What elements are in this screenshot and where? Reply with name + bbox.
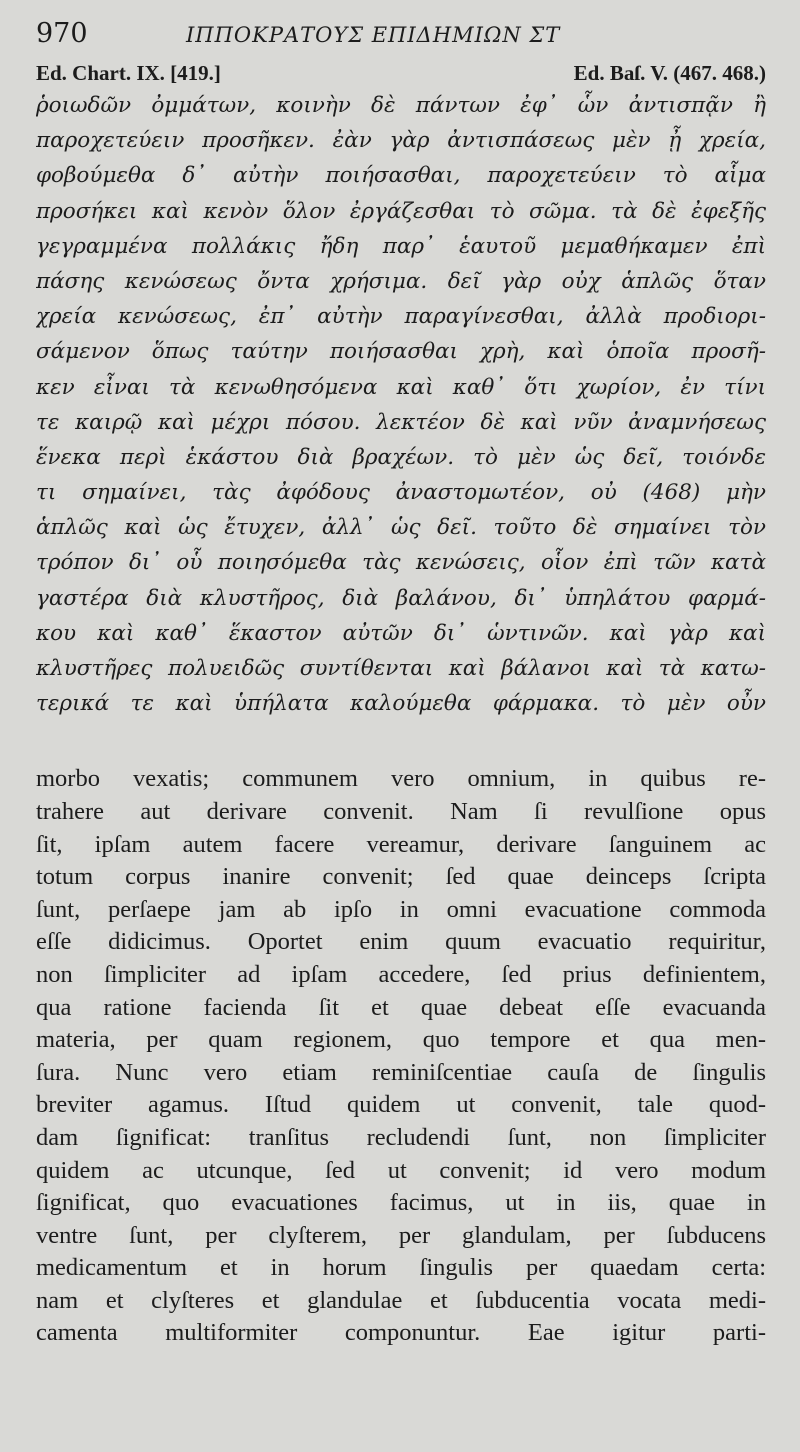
greek-line: χρεία κενώσεως, ἐπ᾽ αὐτὴν παραγίνεσθαι, ἀλλὰ προδιορι- [36, 304, 766, 330]
greek-line: γεγραμμένα πολλάκις ἤδη παρ᾽ ἑαυτοῦ μεμαθήκαμεν ἐπὶ [36, 233, 766, 259]
greek-line: κου καὶ καθ᾽ ἕκαστον αὐτῶν δι᾽ ὡντινῶν. καὶ γὰρ καὶ [36, 620, 766, 646]
latin-line: nam et clyſteres et glandulae et ſubducentia vocata medi- [36, 1286, 766, 1314]
latin-text-block [36, 763, 766, 1350]
latin-line: qua ratione facienda ſit et quae debeat eſſe evacuanda [36, 993, 766, 1021]
latin-line: trahere aut derivare convenit. Nam ſi revulſione opus [36, 797, 766, 825]
greek-line: σάμενον ὅπως ταύτην ποιήσασθαι χρὴ, καὶ ὁποῖα προσῆ- [36, 339, 766, 365]
greek-line: ῥοιωδῶν ὀμμάτων, κοινὴν δὲ πάντων ἐφ᾽ ὧν ἀντισπᾷν ἢ [36, 93, 766, 118]
edition-left: Ed. Chart. IX. [419.] [36, 61, 221, 85]
running-title: ΙΠΠΟΚΡΑΤΟΥΣ ΕΠΙΔΗΜΙΩΝ ΣΤ [186, 23, 561, 47]
running-head [36, 18, 766, 58]
latin-line: camenta multiformiter componuntur. Eae igitur parti- [36, 1319, 766, 1347]
latin-line: morbo vexatis; communem vero omnium, in quibus re- [36, 765, 766, 793]
latin-line: quidem ac utcunque, ſed ut convenit; id vero modum [36, 1156, 766, 1184]
greek-line: ἁπλῶς καὶ ὡς ἔτυχεν, ἀλλ᾽ ὡς δεῖ. τοῦτο δὲ σημαίνει τὸν [36, 515, 766, 541]
greek-line: τι σημαίνει, τὰς ἀφόδους ἀναστομωτέον, οὐ (468) μὴν [36, 480, 766, 506]
greek-line: κλυστῆρες πολυειδῶς συντίθενται καὶ βάλανοι καὶ τὰ κατω- [36, 656, 766, 681]
edition-line [36, 58, 766, 88]
latin-line: ventre ſunt, per clyſterem, per glandulam, per ſubducens [36, 1221, 766, 1249]
latin-line: ſit, ipſam autem facere vereamur, derivare ſanguinem ac [36, 830, 766, 858]
greek-line: παροχετεύειν προσῆκεν. ἐὰν γὰρ ἀντισπάσεως μὲν ᾖ χρεία, [36, 128, 766, 154]
edition-right: Ed. Baſ. V. (467. 468.) [573, 61, 766, 85]
greek-line: φοβούμεθα δ᾽ αὐτὴν ποιήσασθαι, παροχετεύειν τὸ αἷμα [36, 163, 766, 189]
greek-line: προσήκει καὶ κενὸν ὅλον ἐργάζεσθαι τὸ σῶμα. τὰ δὲ ἐφεξῆς [36, 198, 766, 224]
latin-line: totum corpus inanire convenit; ſed quae deinceps ſcripta [36, 863, 766, 891]
latin-line: eſſe didicimus. Oportet enim quum evacuatio requiritur, [36, 928, 766, 956]
greek-line: τερικά τε καὶ ὑπήλατα καλούμεθα φάρμακα. τὸ μὲν οὖν [36, 691, 766, 717]
greek-text-block [36, 88, 766, 721]
latin-line: ſura. Nunc vero etiam reminiſcentiae cauſa de ſingulis [36, 1058, 766, 1086]
latin-line: materia, per quam regionem, quo tempore et qua men- [36, 1026, 766, 1054]
latin-line: breviter agamus. Iſtud quidem ut convenit, tale quod- [36, 1091, 766, 1119]
latin-line: medicamentum et in horum ſingulis per quaedam certa: [36, 1254, 766, 1282]
page-number: 970 [36, 18, 88, 49]
greek-line: πάσης κενώσεως ὄντα χρήσιμα. δεῖ γὰρ οὐχ ἁπλῶς ὅταν [36, 268, 766, 294]
latin-line: dam ſignificat: tranſitus recludendi ſunt, non ſimpliciter [36, 1123, 766, 1151]
greek-line: ἕνεκα περὶ ἑκάστου διὰ βραχέων. τὸ μὲν ὡς δεῖ, τοιόνδε [36, 444, 766, 470]
greek-line: γαστέρα διὰ κλυστῆρος, διὰ βαλάνου, δι᾽ ὑπηλάτου φαρμά- [36, 585, 766, 611]
greek-line: τρόπον δι᾽ οὗ ποιησόμεθα τὰς κενώσεις, οἷον ἐπὶ τῶν κατὰ [36, 550, 766, 576]
latin-line: ſignificat, quo evacuationes facimus, ut in iis, quae in [36, 1189, 766, 1217]
greek-line: κεν εἶναι τὰ κενωθησόμενα καὶ καθ᾽ ὅτι χωρίον, ἐν τίνι [36, 374, 766, 400]
latin-line: ſunt, perſaepe jam ab ipſo in omni evacuatione commoda [36, 895, 766, 923]
latin-line: non ſimpliciter ad ipſam accedere, ſed prius definientem, [36, 960, 766, 988]
greek-line: τε καιρῷ καὶ μέχρι πόσου. λεκτέον δὲ καὶ νῦν ἀναμνήσεως [36, 409, 766, 435]
